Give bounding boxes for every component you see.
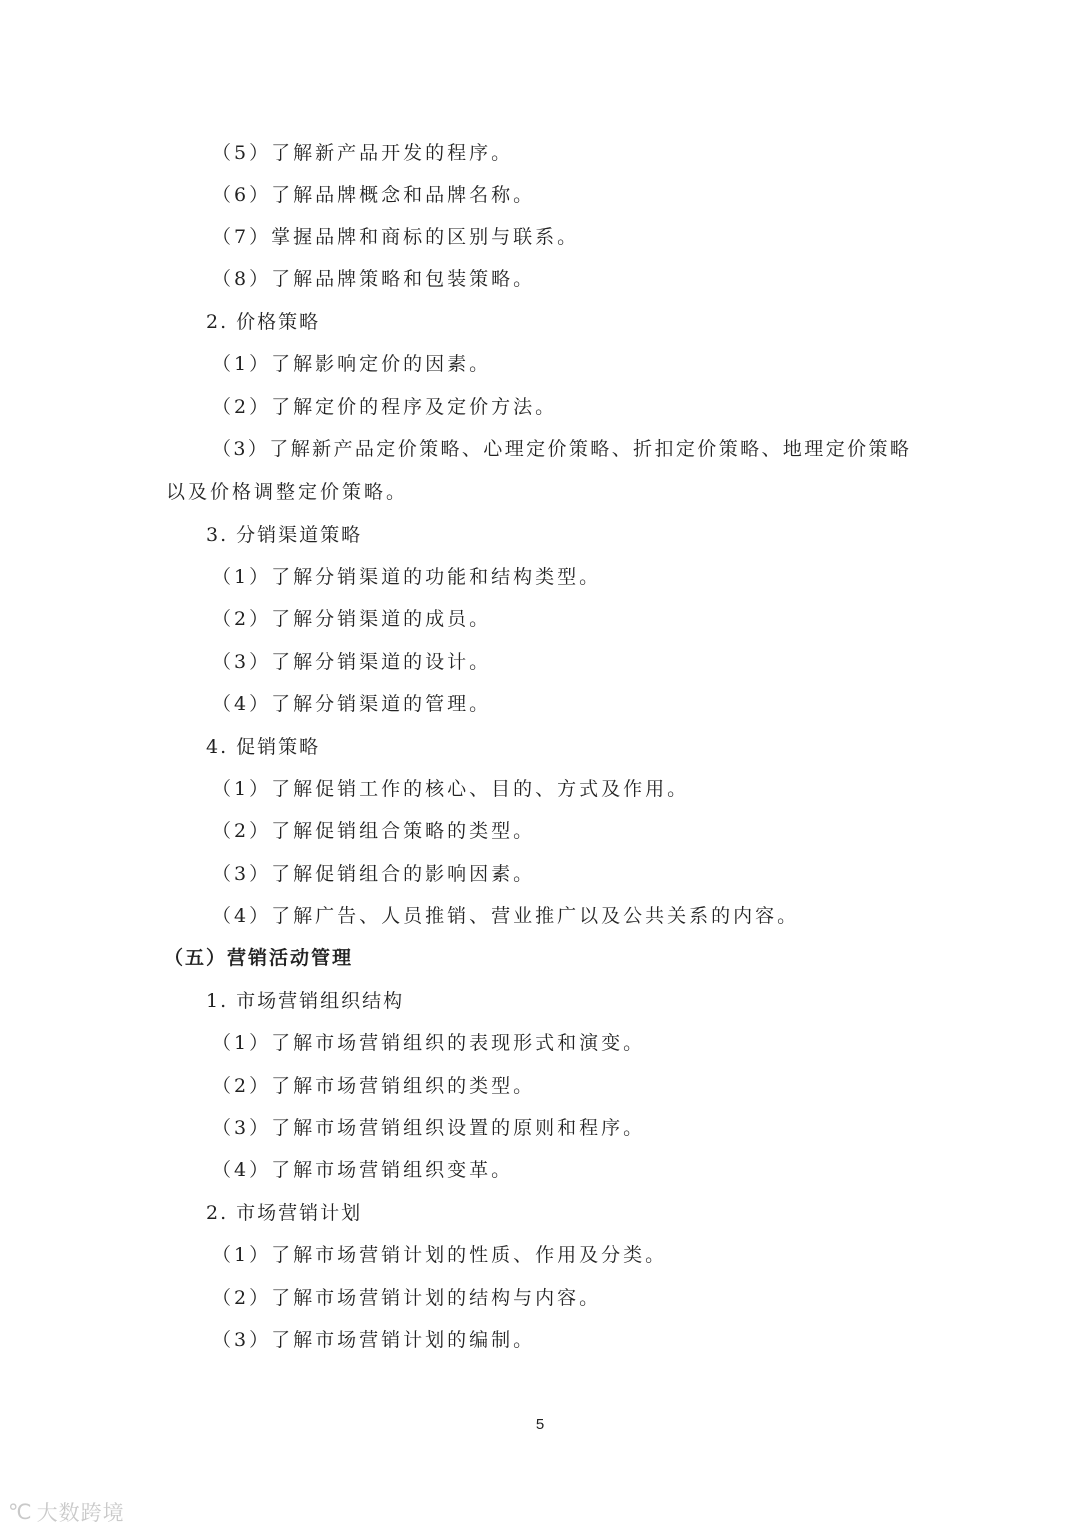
list-item: （1）了解分销渠道的功能和结构类型。 (212, 566, 602, 588)
list-item: （3）了解分销渠道的设计。 (212, 651, 492, 673)
list-item: （3）了解新产品定价策略、心理定价策略、折扣定价策略、地理定价策略 (212, 438, 912, 460)
subsection-title: 3. 分销渠道策略 (206, 524, 363, 546)
list-item: （3）了解市场营销计划的编制。 (212, 1329, 536, 1351)
list-item: （1）了解影响定价的因素。 (212, 353, 492, 375)
list-item: （2）了解市场营销计划的结构与内容。 (212, 1287, 602, 1309)
list-item: （6）了解品牌概念和品牌名称。 (212, 184, 536, 206)
subsection-title: 4. 促销策略 (206, 736, 321, 758)
list-item: （1）了解市场营销组织的表现形式和演变。 (212, 1032, 646, 1054)
subsection-title: 1. 市场营销组织结构 (206, 990, 405, 1012)
list-item: （7）掌握品牌和商标的区别与联系。 (212, 226, 580, 248)
list-item: （5）了解新产品开发的程序。 (212, 142, 514, 164)
subsection-title: 2. 价格策略 (206, 311, 321, 333)
list-item: （4）了解分销渠道的管理。 (212, 693, 492, 715)
watermark-text: 大数跨境 (36, 1501, 125, 1525)
list-item: （2）了解市场营销组织的类型。 (212, 1075, 536, 1097)
list-item: （4）了解广告、人员推销、营业推广以及公共关系的内容。 (212, 905, 800, 927)
list-item: （2）了解分销渠道的成员。 (212, 608, 492, 630)
list-item: （2）了解定价的程序及定价方法。 (212, 396, 558, 418)
list-item: （8）了解品牌策略和包装策略。 (212, 268, 536, 290)
watermark (8, 1494, 125, 1530)
list-item: （4）了解市场营销组织变革。 (212, 1159, 514, 1181)
page-number: 5 (535, 1416, 545, 1433)
list-item: （1）了解市场营销计划的性质、作用及分类。 (212, 1244, 668, 1266)
list-item: （1）了解促销工作的核心、目的、方式及作用。 (212, 778, 690, 800)
list-item-continuation: 以及价格调整定价策略。 (166, 481, 409, 503)
section-heading: （五）营销活动管理 (164, 947, 354, 969)
subsection-title: 2. 市场营销计划 (206, 1202, 363, 1224)
watermark-logo-icon: ℃ (8, 1500, 33, 1524)
list-item: （3）了解市场营销组织设置的原则和程序。 (212, 1117, 646, 1139)
list-item: （2）了解促销组合策略的类型。 (212, 820, 536, 842)
list-item: （3）了解促销组合的影响因素。 (212, 863, 536, 885)
